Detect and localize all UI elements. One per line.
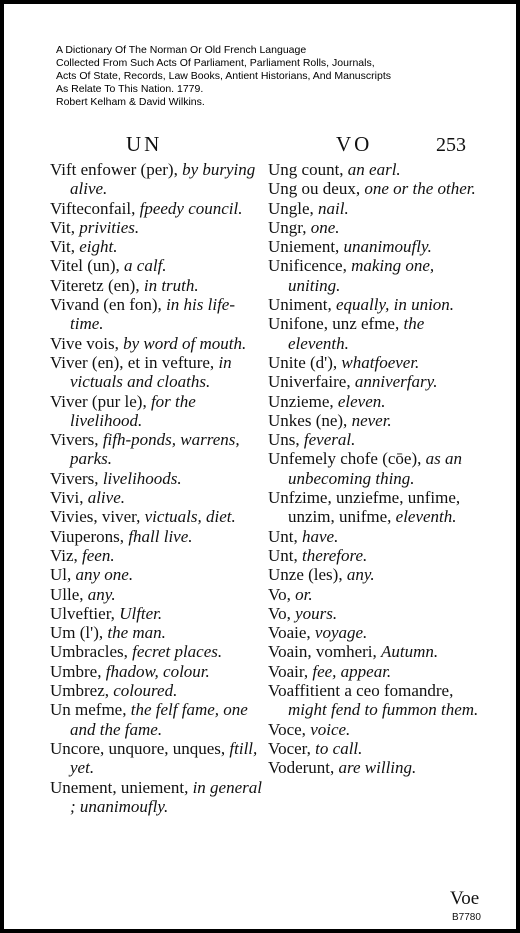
entry-definition: fhadow, colour. bbox=[105, 661, 210, 681]
dictionary-entry bbox=[268, 430, 480, 449]
entry-definition: ftill, yet. bbox=[70, 738, 258, 778]
entry-headword: Vive vois, bbox=[50, 333, 124, 353]
entry-headword: Vivers, bbox=[50, 430, 103, 450]
entry-headword: Vo, bbox=[268, 603, 296, 623]
entry-headword: Unkes (ne), bbox=[268, 410, 352, 430]
entry-definition: as an unbecoming thing. bbox=[288, 449, 463, 488]
entry-definition: for the livelihood. bbox=[70, 391, 196, 430]
entry-headword: Vivi, bbox=[50, 488, 88, 508]
entry-headword: Voderunt, bbox=[268, 758, 339, 778]
dictionary-entry bbox=[50, 160, 266, 199]
dictionary-entry bbox=[268, 488, 480, 527]
entry-definition: by word of mouth. bbox=[123, 333, 247, 353]
entry-headword: Unfzime, unziefme, unfime, unzim, unifme, bbox=[268, 488, 461, 527]
entry-definition: one or the other. bbox=[364, 179, 476, 199]
dictionary-entry bbox=[268, 392, 480, 411]
entry-headword: Un mefme, bbox=[50, 700, 131, 720]
running-head-right: VO bbox=[336, 132, 373, 156]
entry-headword: Voaffitient a ceo fomandre, bbox=[268, 681, 454, 701]
dictionary-entry bbox=[50, 392, 266, 431]
caption-line: Collected From Such Acts Of Parliament, Parliament Rolls, Journals, bbox=[56, 57, 375, 69]
entry-headword: Vo, bbox=[268, 584, 296, 604]
entry-definition: in his life-time. bbox=[70, 295, 236, 334]
entry-headword: Voce, bbox=[268, 719, 311, 739]
dictionary-entry bbox=[50, 469, 266, 488]
entry-definition: in general ; unanimoufly. bbox=[70, 777, 262, 816]
dictionary-entry bbox=[50, 256, 266, 275]
entry-definition: fee, appear. bbox=[312, 661, 392, 681]
entry-headword: Ung count, bbox=[268, 160, 348, 179]
entry-headword: Vit, bbox=[50, 217, 80, 237]
entry-headword: Uns, bbox=[268, 430, 304, 450]
entry-headword: Ulveftier, bbox=[50, 603, 120, 623]
entry-definition: yours. bbox=[295, 603, 338, 623]
entry-headword: Vitel (un), bbox=[50, 256, 125, 276]
dictionary-entry bbox=[268, 256, 480, 295]
dictionary-entry bbox=[50, 218, 266, 237]
dictionary-entry bbox=[50, 681, 266, 700]
dictionary-entry bbox=[50, 623, 266, 642]
entry-definition: voyage. bbox=[314, 623, 368, 643]
dictionary-entry bbox=[50, 276, 266, 295]
running-head-left: UN bbox=[126, 132, 163, 156]
dictionary-entry bbox=[50, 546, 266, 565]
reference-code: B7780 bbox=[452, 912, 481, 923]
entry-definition: the man. bbox=[107, 623, 166, 643]
entry-headword: Uniement, bbox=[268, 237, 344, 257]
dictionary-entry bbox=[50, 488, 266, 507]
dictionary-entry bbox=[50, 430, 266, 469]
dictionary-entry bbox=[50, 662, 266, 681]
dictionary-entry bbox=[50, 565, 266, 584]
entry-definition: fifh-ponds, warrens, parks. bbox=[70, 430, 240, 469]
dictionary-entry bbox=[268, 199, 480, 218]
dictionary-entry bbox=[268, 179, 480, 198]
dictionary-entry bbox=[50, 642, 266, 661]
entry-definition: are willing. bbox=[338, 758, 417, 778]
dictionary-entry bbox=[50, 778, 266, 817]
entry-headword: Unfemely chofe (cōe), bbox=[268, 449, 426, 469]
entry-definition: eleventh. bbox=[395, 507, 457, 527]
entry-definition: in victuals and cloaths. bbox=[70, 352, 232, 392]
entry-headword: Um (l'), bbox=[50, 623, 108, 643]
entry-definition: the eleventh. bbox=[288, 314, 425, 353]
entry-headword: Unificence, bbox=[268, 256, 352, 276]
entry-definition: making one, uniting. bbox=[288, 256, 435, 295]
entry-headword: Viz, bbox=[50, 545, 83, 565]
entry-headword: Umbre, bbox=[50, 661, 106, 681]
entry-definition: fecret places. bbox=[132, 642, 223, 662]
dictionary-entry bbox=[268, 642, 480, 661]
entry-definition: nail. bbox=[318, 198, 349, 218]
entry-headword: Vivies, viver, bbox=[50, 507, 145, 527]
entry-headword: Unt, bbox=[268, 526, 302, 546]
dictionary-entry bbox=[268, 449, 480, 488]
dictionary-entry bbox=[268, 623, 480, 642]
entry-headword: Ung ou deux, bbox=[268, 179, 365, 199]
entry-definition: an earl. bbox=[347, 160, 401, 179]
dictionary-entry bbox=[50, 700, 266, 739]
dictionary-entry bbox=[50, 507, 266, 526]
right-column bbox=[268, 160, 480, 778]
dictionary-entry bbox=[268, 353, 480, 372]
dictionary-entry bbox=[50, 237, 266, 256]
entry-headword: Voain, vomheri, bbox=[268, 642, 382, 662]
dictionary-entry bbox=[268, 739, 480, 758]
dictionary-entry bbox=[268, 662, 480, 681]
entry-definition: in truth. bbox=[143, 275, 199, 295]
dictionary-entry bbox=[50, 527, 266, 546]
entry-headword: Ungr, bbox=[268, 217, 311, 237]
caption-line: A Dictionary Of The Norman Or Old French Language bbox=[56, 44, 307, 56]
entry-definition: one. bbox=[310, 217, 340, 237]
dictionary-entry bbox=[268, 160, 480, 179]
entry-definition: have. bbox=[302, 526, 339, 546]
entry-headword: Unze (les), bbox=[268, 565, 347, 585]
entry-definition: whatfoever. bbox=[341, 352, 420, 372]
entry-headword: Unt, bbox=[268, 545, 302, 565]
entry-definition: eight. bbox=[79, 237, 118, 257]
entry-headword: Univerfaire, bbox=[268, 372, 355, 392]
entry-headword: Umbrez, bbox=[50, 681, 114, 701]
entry-headword: Viver (pur le), bbox=[50, 391, 151, 411]
entry-headword: Vit, bbox=[50, 237, 80, 257]
entry-headword: Ulle, bbox=[50, 584, 88, 604]
entry-definition: livelihoods. bbox=[102, 468, 182, 488]
entry-headword: Ul, bbox=[50, 565, 76, 585]
caption-block bbox=[56, 44, 496, 109]
entry-definition: the felf fame, one and the fame. bbox=[70, 700, 248, 739]
entry-definition: unanimoufly. bbox=[343, 237, 432, 257]
dictionary-entry bbox=[268, 565, 480, 584]
entry-definition: anniverfary. bbox=[354, 372, 438, 392]
dictionary-entry bbox=[268, 295, 480, 314]
entry-headword: Unite (d'), bbox=[268, 352, 342, 372]
entry-headword: Voaie, bbox=[268, 623, 315, 643]
dictionary-entry bbox=[268, 218, 480, 237]
entry-definition: privities. bbox=[79, 217, 140, 237]
entry-definition: to call. bbox=[315, 738, 363, 758]
dictionary-entry bbox=[268, 758, 480, 777]
dictionary-entry bbox=[268, 527, 480, 546]
dictionary-entry bbox=[268, 681, 480, 720]
entry-definition: equally, in union. bbox=[336, 295, 455, 315]
caption-line: Robert Kelham & David Wilkins. bbox=[56, 96, 205, 108]
entry-definition: feen. bbox=[82, 545, 115, 565]
entry-definition: Ulfter. bbox=[119, 603, 163, 623]
entry-definition: never. bbox=[351, 410, 392, 430]
dictionary-entry bbox=[268, 720, 480, 739]
entry-definition: or. bbox=[295, 584, 313, 604]
entry-headword: Uniment, bbox=[268, 295, 336, 315]
left-column bbox=[50, 160, 266, 816]
dictionary-entry bbox=[268, 604, 480, 623]
entry-definition: feveral. bbox=[303, 430, 356, 450]
entry-definition: a calf. bbox=[124, 256, 167, 276]
dictionary-entry bbox=[50, 334, 266, 353]
dictionary-entry bbox=[50, 295, 266, 334]
entry-headword: Uncore, unquore, unques, bbox=[50, 738, 230, 758]
entry-definition: fpeedy council. bbox=[139, 198, 243, 218]
entry-definition: therefore. bbox=[302, 545, 368, 565]
dictionary-entry bbox=[268, 314, 480, 353]
entry-definition: victuals, diet. bbox=[144, 507, 236, 527]
dictionary-entry bbox=[268, 237, 480, 256]
dictionary-entry bbox=[50, 199, 266, 218]
entry-headword: Vocer, bbox=[268, 738, 316, 758]
entry-headword: Viver (en), et in vefture, bbox=[50, 352, 219, 372]
entry-headword: Voair, bbox=[268, 661, 313, 681]
dictionary-entry bbox=[268, 411, 480, 430]
entry-definition: Autumn. bbox=[381, 642, 439, 662]
dictionary-entry bbox=[268, 546, 480, 565]
entry-headword: Vifteconfail, bbox=[50, 198, 140, 218]
entry-definition: fhall live. bbox=[128, 526, 193, 546]
entry-definition: any. bbox=[87, 584, 116, 604]
entry-headword: Vivers, bbox=[50, 468, 103, 488]
page-number: 253 bbox=[436, 134, 466, 156]
entry-definition: by burying alive. bbox=[70, 160, 256, 199]
entry-headword: Vivand (en fon), bbox=[50, 295, 167, 315]
entry-definition: might fend to fummon them. bbox=[288, 700, 479, 720]
entry-definition: voice. bbox=[310, 719, 351, 739]
dictionary-entry bbox=[50, 739, 266, 778]
entry-headword: Unzieme, bbox=[268, 391, 338, 411]
dictionary-entry bbox=[268, 372, 480, 391]
caption-line: As Relate To This Nation. 1779. bbox=[56, 83, 204, 95]
entry-definition: eleven. bbox=[337, 391, 386, 411]
entry-headword: Unifone, unz efme, bbox=[268, 314, 404, 334]
entry-definition: coloured. bbox=[113, 681, 178, 701]
entry-headword: Viuperons, bbox=[50, 526, 129, 546]
entry-definition: any one. bbox=[75, 565, 134, 585]
dictionary-entry bbox=[50, 585, 266, 604]
entry-headword: Viteretz (en), bbox=[50, 275, 144, 295]
entry-headword: Ungle, bbox=[268, 198, 319, 218]
caption-line: Acts Of State, Records, Law Books, Antient Historians, And Manuscripts bbox=[56, 70, 391, 82]
entry-definition: alive. bbox=[87, 488, 125, 508]
catchword: Voe bbox=[450, 888, 480, 909]
dictionary-entry bbox=[50, 604, 266, 623]
dictionary-page bbox=[4, 4, 516, 929]
entry-definition: any. bbox=[346, 565, 375, 585]
entry-headword: Umbracles, bbox=[50, 642, 133, 662]
entry-headword: Unement, uniement, bbox=[50, 777, 193, 797]
entry-headword: Vift enfower (per), bbox=[50, 160, 183, 179]
dictionary-entry bbox=[50, 353, 266, 392]
dictionary-entry bbox=[268, 585, 480, 604]
